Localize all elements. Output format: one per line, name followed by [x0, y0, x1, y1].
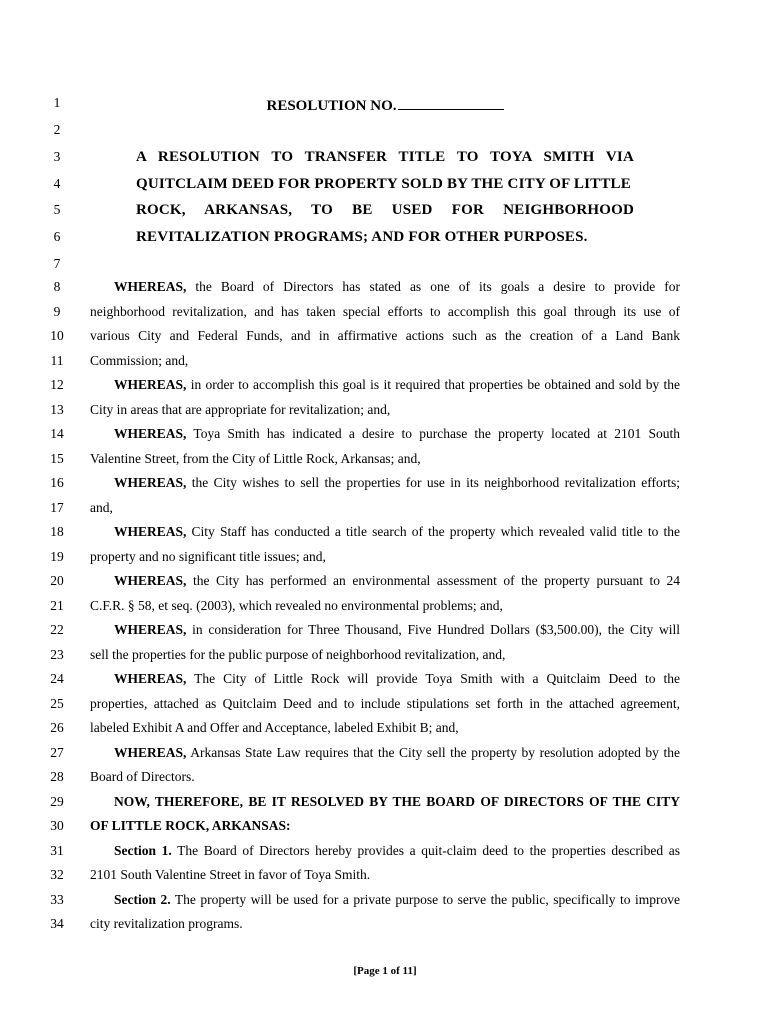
heading-line-2: QUITCLAIM DEED FOR PROPERTY SOLD BY THE CITY OF LITTLE — [136, 176, 631, 192]
page-footer: [Page 1 of 11] — [353, 965, 417, 977]
line-number: 14 — [50, 426, 64, 441]
line-number: 7 — [53, 256, 61, 271]
line-number: 6 — [53, 229, 61, 244]
body-text: The Board of Directors hereby provides a quit-claim deed to the properties described as — [177, 843, 680, 858]
line-number: 24 — [50, 671, 64, 686]
whereas-label: WHEREAS, — [114, 622, 187, 637]
resolved-clause-line-2: OF LITTLE ROCK, ARKANSAS: — [90, 818, 291, 833]
body-line-11: Commission; and, — [90, 353, 189, 368]
line-number: 23 — [50, 647, 64, 662]
line-number: 10 — [50, 328, 64, 343]
body-line-25: properties, attached as Quitclaim Deed and to include stipulations set forth in the attached agreement, — [90, 696, 680, 711]
whereas-label: WHEREAS, — [114, 426, 187, 441]
body-line-10: various City and Federal Funds, and in affirmative actions such as the creation of a Land Bank — [90, 328, 680, 343]
whereas-label: WHEREAS, — [114, 745, 187, 760]
line-number: 28 — [50, 769, 64, 784]
body-line-17: and, — [90, 500, 113, 515]
line-number: 1 — [53, 95, 61, 110]
body-line-23: sell the properties for the public purpose of neighborhood revitalization, and, — [90, 647, 506, 662]
body-line-27 — [114, 745, 680, 761]
body-line-24 — [114, 671, 680, 687]
line-number: 22 — [50, 622, 64, 637]
line-number: 8 — [53, 279, 61, 294]
section-1-label: Section 1. — [114, 843, 172, 858]
section-1-line-2: 2101 South Valentine Street in favor of Toya Smith. — [90, 867, 371, 882]
body-text: Toya Smith has indicated a desire to purchase the property located at 2101 South — [193, 426, 680, 441]
section-1-line-1 — [114, 843, 680, 859]
body-line-16 — [114, 475, 680, 491]
resolution-number-blank — [398, 95, 504, 110]
body-line-18 — [114, 524, 680, 540]
line-number: 4 — [53, 176, 61, 191]
section-2-label: Section 2. — [114, 892, 171, 907]
whereas-label: WHEREAS, — [114, 279, 187, 294]
body-text: in consideration for Three Thousand, Five Hundred Dollars ($3,500.00), the City will — [192, 622, 681, 637]
line-number: 18 — [50, 524, 64, 539]
line-number: 13 — [50, 402, 64, 417]
body-text: Arkansas State Law requires that the City sell the property by resolution adopted by the — [190, 745, 680, 760]
heading-line-3: ROCK, ARKANSAS, TO BE USED FOR NEIGHBORHOOD — [136, 202, 634, 218]
line-number: 3 — [53, 149, 61, 164]
line-number: 27 — [50, 745, 64, 760]
line-number: 11 — [50, 353, 64, 368]
line-number: 31 — [50, 843, 64, 858]
heading-line-1: A RESOLUTION TO TRANSFER TITLE TO TOYA SMITH VIA — [136, 149, 634, 165]
line-number: 26 — [50, 720, 64, 735]
line-number: 30 — [50, 818, 64, 833]
body-line-20 — [114, 573, 680, 589]
line-number: 29 — [50, 794, 64, 809]
body-text: the City has performed an environmental assessment of the property pursuant to 24 — [192, 573, 681, 588]
body-line-8 — [114, 279, 680, 295]
body-line-28: Board of Directors. — [90, 769, 195, 784]
body-text: City Staff has conducted a title search of the property which revealed valid title to the — [191, 524, 680, 539]
line-number: 25 — [50, 696, 64, 711]
line-number: 16 — [50, 475, 64, 490]
line-number: 33 — [50, 892, 64, 907]
whereas-label: WHEREAS, — [114, 475, 187, 490]
resolution-title — [0, 95, 770, 114]
body-line-22 — [114, 622, 680, 638]
body-line-9: neighborhood revitalization, and has taken special efforts to accomplish this goal through its use of — [90, 304, 680, 319]
body-line-13: City in areas that are appropriate for revitalization; and, — [90, 402, 391, 417]
body-line-21: C.F.R. § 58, et seq. (2003), which revealed no environmental problems; and, — [90, 598, 503, 613]
line-number: 12 — [50, 377, 64, 392]
body-line-14 — [114, 426, 680, 442]
line-number: 32 — [50, 867, 64, 882]
body-text: the City wishes to sell the properties for use in its neighborhood revitalization efforts; — [191, 475, 680, 490]
resolved-clause-line-1: NOW, THEREFORE, BE IT RESOLVED BY THE BOARD OF DIRECTORS OF THE CITY — [114, 794, 680, 809]
whereas-label: WHEREAS, — [114, 671, 187, 686]
body-line-26: labeled Exhibit A and Offer and Acceptance, labeled Exhibit B; and, — [90, 720, 459, 735]
body-text: the Board of Directors has stated as one of its goals a desire to provide for — [195, 279, 680, 294]
body-line-15: Valentine Street, from the City of Little Rock, Arkansas; and, — [90, 451, 421, 466]
body-text: The City of Little Rock will provide Toya Smith with a Quitclaim Deed to the — [194, 671, 680, 686]
body-line-12 — [114, 377, 680, 393]
whereas-label: WHEREAS, — [114, 573, 187, 588]
body-line-19: property and no significant title issues; and, — [90, 549, 326, 564]
section-2-line-2: city revitalization programs. — [90, 916, 243, 931]
line-number: 9 — [53, 304, 61, 319]
line-number: 5 — [53, 202, 61, 217]
whereas-label: WHEREAS, — [114, 377, 187, 392]
line-number: 34 — [50, 916, 64, 931]
section-2-line-1 — [114, 892, 680, 908]
line-number: 15 — [50, 451, 64, 466]
line-number: 19 — [50, 549, 64, 564]
resolution-title-text: RESOLUTION NO. — [266, 98, 397, 114]
line-number: 17 — [50, 500, 64, 515]
whereas-label: WHEREAS, — [114, 524, 187, 539]
body-text: The property will be used for a private purpose to serve the public, specifically to improve — [174, 892, 680, 907]
line-number: 20 — [50, 573, 64, 588]
line-number: 2 — [53, 122, 61, 137]
line-number: 21 — [50, 598, 64, 613]
heading-line-4: REVITALIZATION PROGRAMS; AND FOR OTHER PURPOSES. — [136, 229, 588, 245]
body-text: in order to accomplish this goal is it required that properties be obtained and sold by the — [190, 377, 681, 392]
